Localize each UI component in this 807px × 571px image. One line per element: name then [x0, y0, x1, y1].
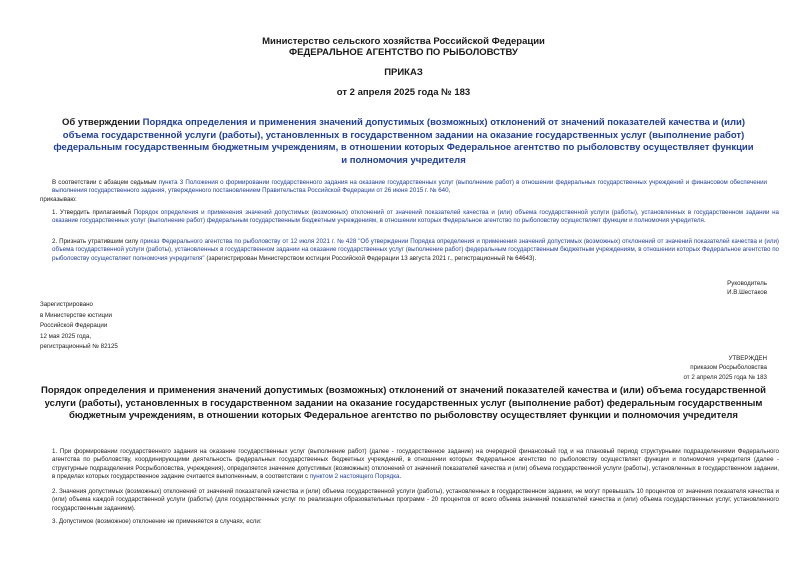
registration-date: 12 мая 2025 года,: [40, 332, 92, 340]
approval-heading: УТВЕРЖДЕН: [728, 355, 767, 362]
item-1-end: .: [703, 217, 706, 225]
agency-name: ФЕДЕРАЛЬНОЕ АГЕНТСТВО ПО РЫБОЛОВСТВУ: [289, 47, 518, 58]
preamble-text-end: ,: [448, 187, 451, 195]
item-2-text: 2. Признать утратившим силу: [52, 238, 141, 245]
signatory-position: Руководитель: [727, 280, 767, 287]
order-title-prefix: Об утверждении: [61, 117, 143, 128]
approval-stamp: [683, 354, 767, 382]
section-1-end: .: [399, 472, 402, 480]
approval-date: от 2 апреля 2025 года № 183: [683, 373, 767, 381]
repealed-order-link[interactable]: приказ Федерального агентства по рыболовству от 12 июля 2021 г. № 428 "Об утверждении Порядка определения и применения значений допустимых (возможных) отклонений от значений показателей качества и (или) объема государственной услуги (работы), установленных в государственном задании на оказание государственных услуг (выполнение работ) федеральным государственным бюджетным учреждениям, в отношении которых Федеральное агентство по рыболовству осуществляет полномочия учредителя": [52, 238, 779, 262]
order-heading: ПРИКАЗ: [384, 67, 423, 78]
registration-number: регистрационный № 82125: [40, 343, 118, 350]
item-2-end: (зарегистрирован Министерством юстиции Российской Федерации 13 августа 2021 г., регистрационный № 64643).: [204, 254, 537, 262]
preamble-paragraph: [40, 179, 767, 196]
order-item-1: [40, 209, 779, 226]
document-header: [0, 36, 807, 58]
decree-word: приказываю:: [40, 195, 77, 203]
registration-line: в Министерстве юстиции: [40, 311, 113, 319]
procedure-link[interactable]: Порядок определения и применения значений допустимых (возможных) отклонений от значений показателей качества и (или) объема государственной услуги (работы), установленных в государственном задании на оказание государственных услуг (выполнение работ) федеральным государственным бюджетным учреждениям, в отношении которых Федеральное агентство по рыболовству осуществляет функции и полномочия учредителя: [52, 209, 779, 225]
approval-line: приказом Росрыболовства: [690, 364, 767, 372]
procedure-section-1: [40, 448, 779, 481]
procedure-section-3: 3. Допустимое (возможное) отклонение не применяется в случаях, если:: [52, 518, 262, 525]
signature-block: [727, 280, 767, 297]
registration-line: Зарегистрировано: [40, 301, 93, 308]
section-1-text: 1. При формировании государственного задания на оказание государственных услуг (выполнение работ) (далее - государственное задание) на очередной финансовый год и на плановый период структурными подразделениями Федерального агентства по рыболовству, координирующими деятельность федеральных государственных бюджетных учреждений, в отношении которых Федеральное агентство по рыболовству осуществляет функции и полномочия учредителя (далее - структурные подразделения Росрыболовства, учреждения), определяется значение допустимых (возможных) отклонений от значений показателей качества и (или) объема государственной услуги (работы), установленных в государственном задании, в пределах которых государственное задание считается выполненным, в соответствии с: [52, 448, 779, 480]
section-2-link[interactable]: пунктом 2 настоящего Порядка: [309, 472, 400, 480]
regulation-link[interactable]: пункта 3 Положения о формировании государственного задания на оказание государственных услуг (выполнение работ) в отношении федеральных государственных учреждений и финансовом обеспечении выполнения государственного задания, утвержденного постановлением Правительства Российской Федерации от 26 июня 2015 г. № 640: [52, 179, 768, 195]
procedure-section-2: 2. Значения допустимых (возможных) отклонений от значений показателей качества и (или) объема государственной услуги (работы), установленных в государственном задании, не могут превышать 10 процентов от значения показателя качества и (или) объема каждой государственной услуги (работы) (для государственных услуг по реализации образовательных программ - 20 процентов от всего объема значений показателей качества и (или) объема государственных услуг, установленного государственным заданием).: [52, 488, 779, 512]
order-item-2: [40, 238, 779, 263]
order-title: [50, 117, 757, 167]
registration-block: [40, 300, 118, 353]
order-date: от 2 апреля 2025 года № 183: [336, 87, 471, 98]
order-title-link[interactable]: Порядка определения и применения значений допустимых (возможных) отклонений от значений показателей качества и (или) объема государственной услуги (работы), установленных в государственном задании на оказание государственных услуг (выполнение работ) федеральным государственным бюджетным учреждениям, в отношении которых Федеральное агентство по рыболовству осуществляет функции и полномочия учредителя: [53, 117, 754, 166]
registration-line: Российской Федерации: [40, 322, 108, 329]
signatory-name: И.В.Шестаков: [727, 288, 767, 296]
preamble-text: В соответствии с абзацем седьмым: [52, 179, 159, 186]
procedure-title: Порядок определения и применения значений допустимых (возможных) отклонений от значений показателей качества и (или) объема государственной услуги (работы), установленных в государственном задании на оказание государственных услуг (выполнение работ) федеральным государственным бюджетным учреждениям, в отношении которых Федеральное агентство по рыболовству осуществляет функции и полномочия учредителя: [40, 385, 766, 421]
ministry-name: Министерство сельского хозяйства Российской Федерации: [262, 36, 545, 47]
preamble: [40, 179, 767, 204]
item-1-text: 1. Утвердить прилагаемый: [52, 209, 134, 216]
